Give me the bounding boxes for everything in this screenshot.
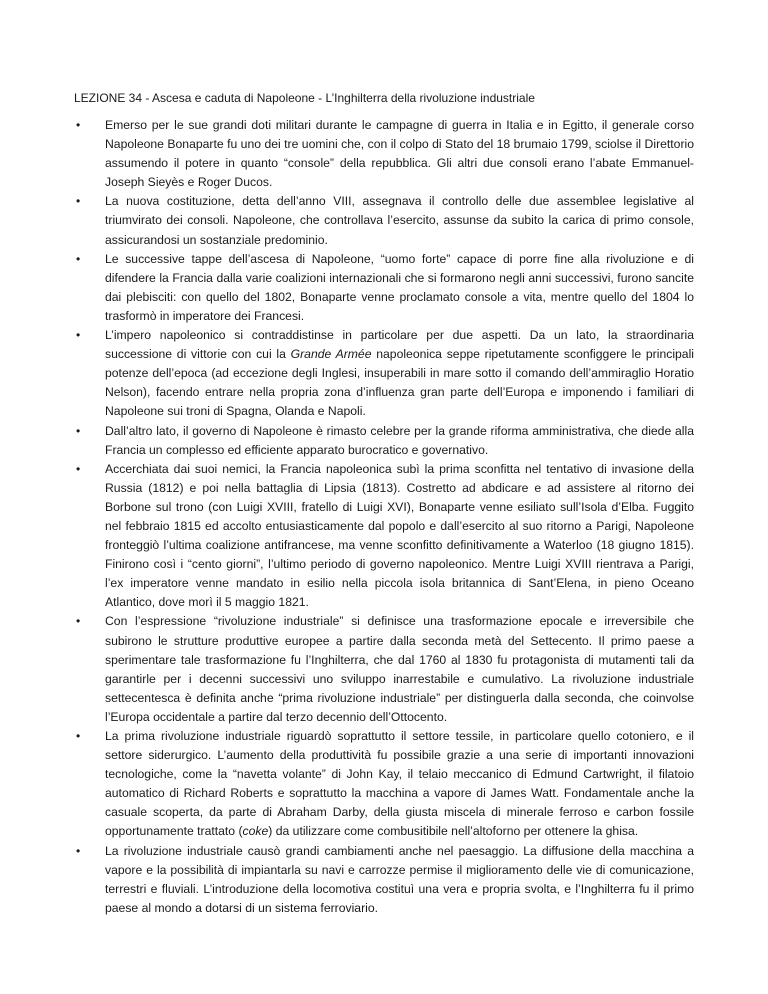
paragraph-text-part: La prima rivoluzione industriale riguardò soprattutto il settore tessile, in particolare quello cotoniero, e il settore siderurgico. L’aumento della produttività fu possibile grazie a una serie di importanti innovazioni tecnologiche, come la “navetta volante” di John Kay, il telaio meccanico di Edmund Cartwright, il filatoio automatico di Richard Roberts e soprattutto la macchina a vapore di James Watt. Fondamentale anche la casuale scoperta, da parte di Abraham Darby, della giusta miscela di minerale ferroso e carbon fossile opportunamente trattato ( xyxy=(105,729,694,839)
paragraph-text-part: ) da utilizzare come combusitibile nell’altoforno per ottenere la ghisa. xyxy=(268,824,639,839)
paragraph-text: Dall’altro lato, il governo di Napoleone è rimasto celebre per la grande riforma amministrativa, che diede alla Francia un complesso ed efficiente apparato burocratico e governativo. xyxy=(105,423,694,457)
list-item xyxy=(74,727,694,842)
bullet-icon: • xyxy=(76,461,81,476)
bullet-icon: • xyxy=(76,843,81,858)
list-item xyxy=(74,842,694,918)
emphasized-term: coke xyxy=(242,824,269,839)
paragraph-text xyxy=(105,729,694,838)
paragraph-text: Emerso per le sue grandi doti militari durante le campagne di guerra in Italia e in Egitto, il generale corso Napoleone Bonaparte fu uno dei tre uomini che, con il colpo di Stato del 18 brumaio 1799, sciolse il Direttorio assumendo il potere in quanto “console” della repubblica. Gli altri due consoli erano l’abate Emmanuel-Joseph Sieyès e Roger Ducos. xyxy=(105,118,694,190)
bullet-icon: • xyxy=(76,614,81,629)
paragraph-text-part: napoleonica seppe ripetutamente sconfiggere le principali potenze dell’epoca (ad eccezione degli Inglesi, insuperabili in mare sotto il comando dell’ammiraglio Horatio Nelson), facendo entrare nella propria zona d’influenza gran parte dell’Europa e imponendo i familiari di Napoleone sui troni di Spagna, Olanda e Napoli. xyxy=(105,347,695,419)
bullet-icon: • xyxy=(76,251,81,266)
paragraph-text: La rivoluzione industriale causò grandi cambiamenti anche nel paesaggio. La diffusione della macchina a vapore e la possibilità di impiantarla su navi e carrozze permise il miglioramento delle vie di comunicazione, terrestri e fluviali. L’introduzione della locomotiva costituì una vera e propria svolta, e l’Inghilterra fu il primo paese al mondo a dotarsi di un sistema ferroviario. xyxy=(105,843,694,915)
bullet-icon: • xyxy=(76,423,81,438)
paragraph-text: Le successive tappe dell’ascesa di Napoleone, “uomo forte” capace di porre fine alla rivoluzione e di difendere la Francia dalla varie coalizioni internazionali che si formarono negli anni successivi, furono sancite dai plebisciti: con quello del 1802, Bonaparte venne proclamato console a vita, mentre quello del 1804 lo trasformò in imperatore dei Francesi. xyxy=(105,251,694,323)
bullet-list xyxy=(74,116,694,918)
bullet-icon: • xyxy=(76,194,81,209)
list-item xyxy=(74,460,694,613)
list-item xyxy=(74,192,694,249)
paragraph-text xyxy=(105,328,694,418)
paragraph-text: Con l’espressione “rivoluzione industriale” si definisce una trasformazione epocale e irreversibile che subirono le strutture produttive europee a partire dalla seconda metà del Settecento. Il primo paese a sperimentare tale trasformazione fu l’Inghilterra, che dal 1760 al 1830 fu protagonista di mutamenti tali da garantirle per i decenni successivi uno sviluppo inarrestabile e cumulativo. La rivoluzione industriale settecentesca è definita anche “prima rivoluzione industriale” per distinguerla dalla seconda, che coinvolse l’Europa occidentale a partire dal terzo decennio dell’Ottocento. xyxy=(105,614,694,724)
list-item xyxy=(74,612,694,727)
paragraph-text: La nuova costituzione, detta dell’anno VIII, assegnava il controllo delle due assemblee legislative al triumvirato dei consoli. Napoleone, che controllava l’esercito, assunse da subito la carica di primo console, assicurandosi un sostanziale predominio. xyxy=(105,194,694,247)
bullet-icon: • xyxy=(76,729,81,743)
emphasized-term: Grande Armée xyxy=(290,347,372,362)
bullet-icon: • xyxy=(76,328,81,343)
list-item xyxy=(74,116,694,192)
list-item xyxy=(74,326,694,421)
list-item xyxy=(74,422,694,460)
lesson-title: LEZIONE 34 - Ascesa e caduta di Napoleone - L’Inghilterra della rivoluzione industriale xyxy=(74,91,535,105)
list-item xyxy=(74,250,694,326)
paragraph-text: Accerchiata dai suoi nemici, la Francia napoleonica subì la prima sconfitta nel tentativo di invasione della Russia (1812) e poi nella battaglia di Lipsia (1813). Costretto ad abdicare e ad assistere al ritorno dei Borbone sul trono (con Luigi XVIII, fratello di Luigi XVI), Bonaparte venne esiliato sull’Isola d’Elba. Fuggito nel febbraio 1815 ed accolto entusiasticamente dal popolo e dall’esercito al suo ritorno a Parigi, Napoleone fronteggiò l’ultima coalizione antifrancese, ma venne sconfitto definitivamente a Waterloo (18 giugno 1815). Finirono così i “cento giorni”, l’ultimo periodo di governo napoleonico. Mentre Luigi XVIII rientrava a Parigi, l’ex imperatore venne mandato in esilio nella piccola isola britannica di Sant’Elena, in pieno Oceano Atlantico, dove morì il 5 maggio 1821. xyxy=(105,461,694,610)
paragraph-text-part: L’impero napoleonico si contraddistinse in particolare per due aspetti. Da un lato, la straordinaria successione di vittorie con cui la xyxy=(105,328,694,362)
bullet-icon: • xyxy=(76,118,81,132)
